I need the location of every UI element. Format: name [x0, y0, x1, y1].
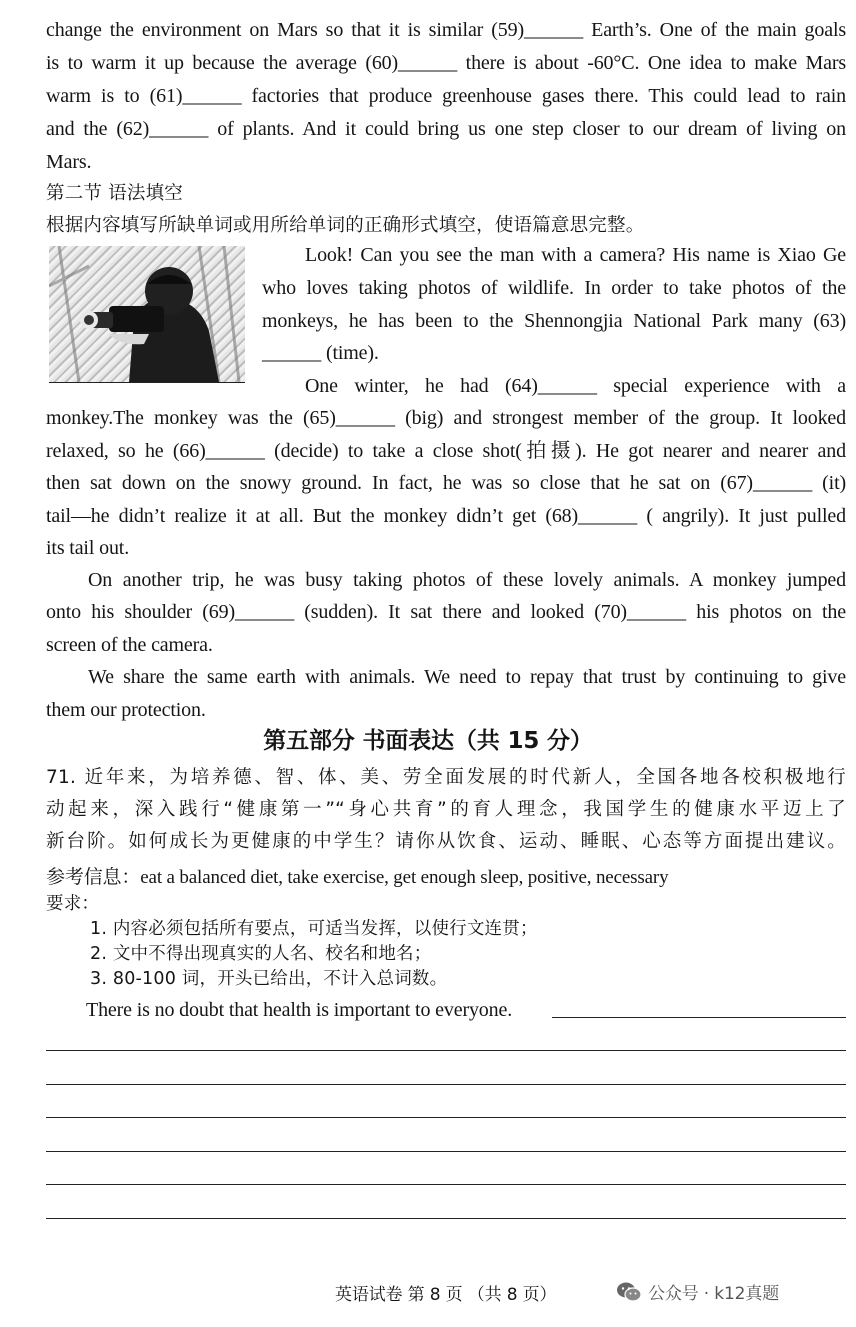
writing-line [46, 1184, 846, 1185]
watermark [616, 1279, 779, 1304]
intro-line: change the environment on Mars so that it is similar (59)______ Earth’s. One of the main goals [46, 19, 846, 41]
requirement-item: 1. 内容必须包括所有要点，可适当发挥，以使行文连贯； [90, 919, 538, 939]
page-footer: 英语试卷 第 8 页 （共 8 页） [335, 1285, 557, 1305]
writing-line [46, 1218, 846, 1219]
passage-line: One winter, he had (64)______ special experience with a [305, 375, 846, 397]
requirement-item: 2. 文中不得出现真实的人名、校名和地名； [90, 944, 432, 964]
passage-line: monkeys, he has been to the Shennongjia National Park many (63) [262, 310, 846, 332]
writing-line [552, 1017, 846, 1018]
passage-line: who loves taking photos of wildlife. In order to take photos of the [262, 277, 846, 299]
man-with-camera-photo [49, 246, 245, 382]
intro-line: Mars. [46, 151, 92, 173]
photo-caption-line [49, 382, 245, 383]
section-heading: 第二节 语法填空 [46, 183, 183, 204]
question-line: 71. 近年来，为培养德、智、体、美、劳全面发展的时代新人，全国各地各校积极地行 [46, 767, 846, 788]
passage-line: onto his shoulder (69)______ (sudden). It sat there and looked (70)______ his photos on the [46, 601, 846, 623]
passage-line: On another trip, he was busy taking photos of these lovely animals. A monkey jumped [88, 569, 846, 591]
passage-line: them our protection. [46, 699, 206, 721]
passage-line: monkey.The monkey was the (65)______ (big) and strongest member of the group. It looked [46, 407, 846, 429]
requirements-label: 要求： [46, 894, 100, 914]
writing-line [46, 1151, 846, 1152]
photo-illustration [49, 246, 245, 382]
intro-line: and the (62)______ of plants. And it could bring us one step closer to our dream of living on [46, 118, 846, 140]
watermark-text: 公众号 · k12真题 [648, 1284, 780, 1304]
writing-line [46, 1050, 846, 1051]
passage-line: relaxed, so he (66)______ (decide) to take a close shot(拍摄). He got nearer and nearer and [46, 440, 846, 462]
requirement-item: 3. 80-100 词，开头已给出，不计入总词数。 [90, 969, 448, 989]
passage-line: tail—he didn’t realize it at all. But the monkey didn’t get (68)______ ( angrily). It just pulled [46, 505, 846, 527]
question-line: 新台阶。如何成长为更健康的中学生？请你从饮食、运动、睡眠、心态等方面提出建议。 [46, 831, 846, 852]
writing-line [46, 1084, 846, 1085]
passage-line: Look! Can you see the man with a camera? His name is Xiao Ge [305, 244, 846, 266]
section-instruction: 根据内容填写所缺单词或用所给单词的正确形式填空，使语篇意思完整。 [46, 215, 645, 236]
intro-line: is to warm it up because the average (60)______ there is about -60°C. One idea to make Mars [46, 52, 846, 74]
writing-line [46, 1117, 846, 1118]
passage-line: screen of the camera. [46, 634, 213, 656]
question-line: 动起来，深入践行“健康第一”“身心共育”的育人理念，我国学生的健康水平迈上了 [46, 799, 846, 820]
intro-line: warm is to (61)______ factories that produce greenhouse gases there. This could lead to rain [46, 85, 846, 107]
wechat-icon [616, 1281, 642, 1303]
reference-info: 参考信息：eat a balanced diet, take exercise, get enough sleep, positive, necessary [46, 867, 669, 888]
essay-opening: There is no doubt that health is important to everyone. [86, 999, 513, 1021]
passage-line: ______ (time). [262, 342, 379, 364]
part5-title: 第五部分 书面表达（共 15 分） [263, 728, 593, 754]
passage-line: We share the same earth with animals. We need to repay that trust by continuing to give [88, 666, 846, 688]
passage-line: its tail out. [46, 537, 130, 559]
passage-line: then sat down on the snowy ground. In fact, he was so close that he sat on (67)______ (it) [46, 472, 846, 494]
